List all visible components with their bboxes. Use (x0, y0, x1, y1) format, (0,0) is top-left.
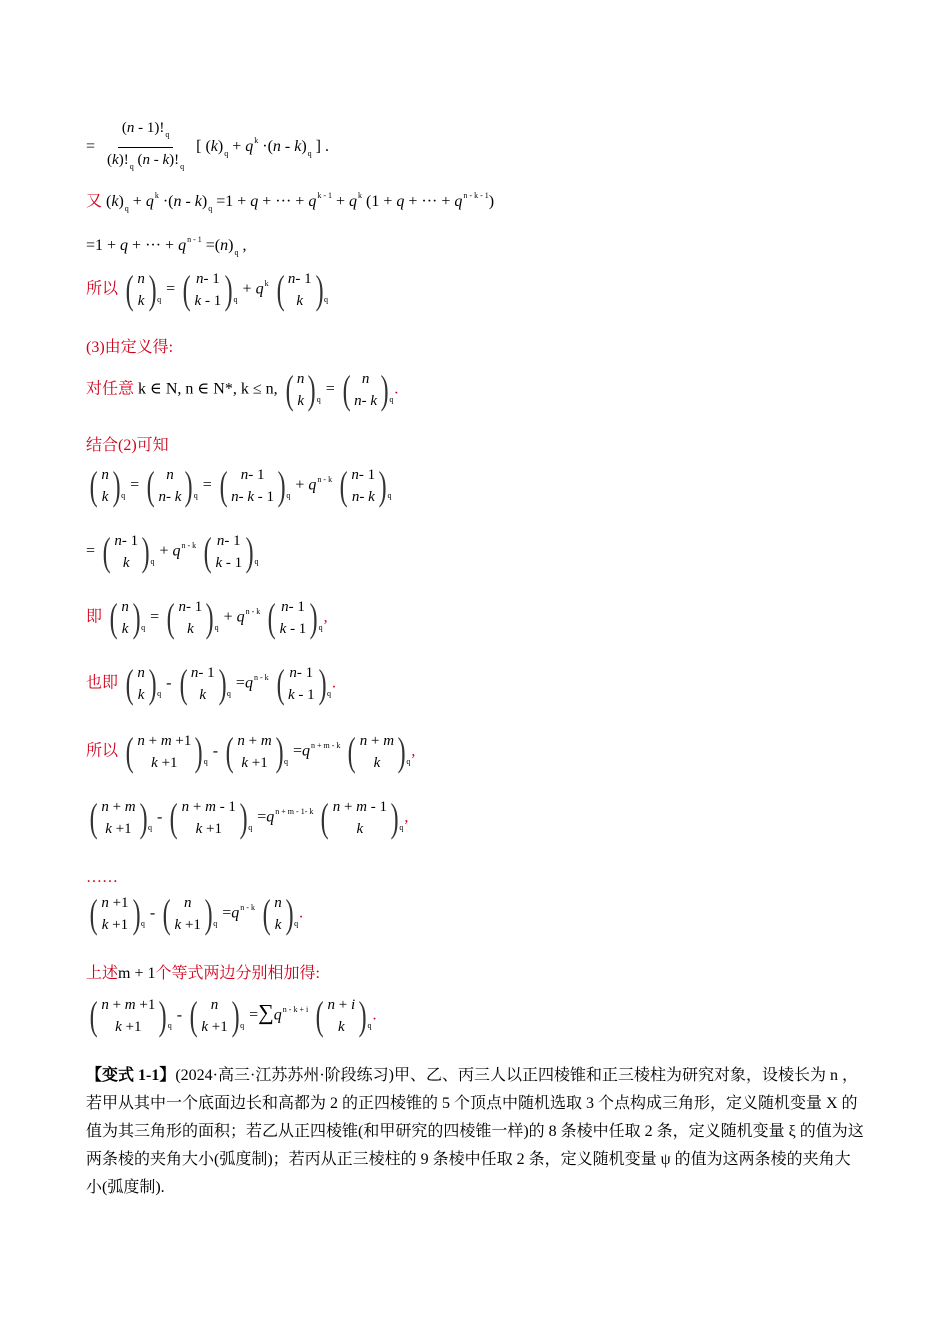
prefix-text: 又 (86, 193, 103, 210)
prefix-text: 所以 (86, 742, 119, 760)
bracket-expression: [ $(k)_q + q^k \cdot(n - k)_q$ ] . (196, 136, 329, 159)
step-heading: 结合(2)可知 (86, 437, 169, 454)
formula-line-15: ( n +1 k +1 ) q - ( n k +1 ) q $=q^{n - k}$ ( n k ) q . (89, 891, 304, 936)
formula-line-9: = ( n- 1 k ) q + $q^{n - k}$ ( n- 1 k - 1 ) q (86, 529, 259, 574)
exercise-source: (2024·高三·江苏苏州·阶段练习) (175, 1067, 394, 1084)
step-heading: (3)由定义得: (86, 339, 174, 356)
exercise-body: 甲、乙、丙三人以正四棱锥和正三棱柱为研究对象，设棱长为 n ，若甲从其中一个底面边长和高都为 2 的正四棱锥的 5 个顶点中随机选取 3 个点构成三角形，定义随机变量 X 的值为其三角形的面积；若乙从正四棱锥(和甲研究的四棱锥一样)的 8 条棱中任取 2 条，定义随机变量 ξ 的值为这两条棱的夹角大小(弧度制)；若丙从正三棱柱的 9 条棱中任取 2 条，定义随机变量 ψ 的值为这两条棱的夹角大小(弧度制). (86, 1067, 864, 1196)
formula-line-2: 又 $(k)_q + q^k \cdot(n - k)_q =1 + q$ + ··· + $q^{k - 1} + q^k$ (1 + q + ··· + $q^{n - k - 1}$) (86, 191, 495, 213)
formula-line-13: ( n + m k +1 ) q - ( n + m - 1 k +1 ) q $=q^{n + m - 1- k}$ ( n + m - 1 k ) q , (89, 795, 409, 840)
formula-line-3: =1 + q + ··· + $q^{n - 1} =(n)_q$ , (86, 235, 247, 257)
binomial: ( n- 1 k ) q (276, 267, 328, 312)
formula-line-11: 也即 ( n k ) q - ( n- 1 k ) q $=q^{n - k}$ ( n- 1 k - 1 ) q . (86, 661, 336, 706)
formula-line-17: ( n + m +1 k +1 ) q - ( n k +1 ) q $=\sum q^{n - k + i}$ ( n + i k ) q . (89, 993, 377, 1038)
prefix-text: 所以 (86, 280, 119, 298)
exercise-paragraph (86, 1062, 866, 1202)
condition-text: k ∈ N, n ∈ N*, k ≤ n, (138, 380, 278, 398)
formula-line-6: 对任意 k ∈ N, n ∈ N*, k ≤ n, ( n k ) q = ( n n- k ) q . (86, 367, 399, 412)
binomial: ( n- 1 k - 1 ) q (182, 267, 238, 312)
formula-line-8: ( n k ) q = ( n n- k ) q = ( n- 1 n- k - 1 ) q + $q^{n - k}$ ( n- 1 n- k ) q (89, 463, 392, 508)
formula-line-4: 所以 ( n k ) q = ( n- 1 k - 1 ) q + $q^k$ ( n- 1 k ) q (86, 267, 328, 312)
formula-line-10: 即 ( n k ) q = ( n- 1 k ) q + $q^{n - k}$ ( n- 1 k - 1 ) q , (86, 595, 328, 640)
exercise-label: 【变式 1-1】 (86, 1067, 176, 1084)
prefix-text: 即 (86, 608, 103, 626)
formula-line-12: 所以 ( n + m +1 k +1 ) q - ( n + m k +1 ) q $=q^{n + m - k}$ ( n + m k ) q , (86, 729, 416, 774)
ellipsis: …… (86, 869, 118, 886)
fraction: $\frac{(n - 1)!_q}{(k)!_q (n - k)!_q}$ (107, 120, 185, 171)
step-heading: 上述m + 1个等式两边分别相加得: (86, 965, 320, 982)
formula-line-1: = $\frac{(n - 1)!_q}{(k)!_q (n - k)!_q}$ [ $(k)_q + q^k \cdot(n - k)_q$ ] . (86, 118, 329, 177)
binomial: ( n k ) q (125, 267, 162, 312)
prefix-text: 也即 (86, 674, 119, 692)
prefix-text: 对任意 (86, 380, 135, 398)
